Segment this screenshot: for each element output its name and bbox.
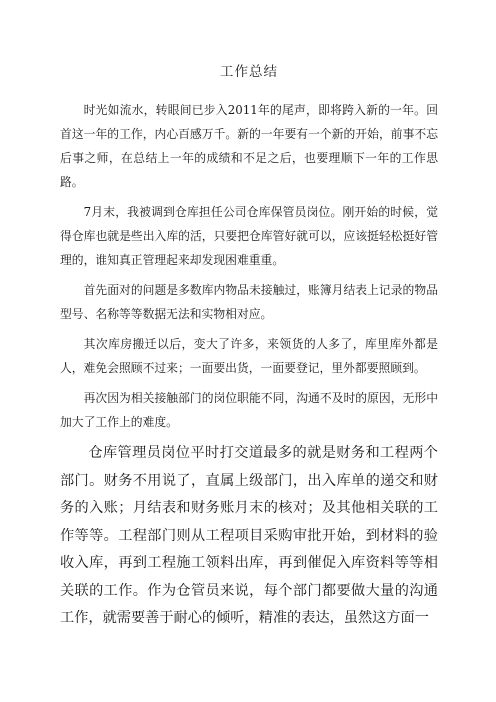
- paragraph-4: 其次库房搬迁以后，变大了许多，来领货的人多了，库里库外都是人，难免会照顾不过来；一面要出货，一面要登记，里外都要照顾到。: [60, 337, 438, 375]
- paragraph-6: 仓库管理员岗位平时打交道最多的就是财务和工程两个部门。财务不用说了，直属上级部门，出入库单的递交和财务的入账；月结表和财务账月末的核对；及其他相关联的工作等等。工程部门则从工程项目采购审批开始，到材料的验收入库，再到工程施工领料出库，再到催促入库资料等等相关联的工作。作为仓管员来说，每个部门都要做大量的沟通工作，就需要善于耐心的倾听，精准的表达，虽然这方面一: [60, 445, 438, 626]
- paragraph-1: 时光如流水，转眼间已步入2011年的尾声，即将跨入新的一年。回首这一年的工作，内心百感万千。新的一年要有一个新的开始，前事不忘后事之师，在总结上一年的成绩和不足之后，也要理顺下一年的工作思路。: [60, 103, 438, 189]
- paragraph-2: 7月末，我被调到仓库担任公司仓库保管员岗位。刚开始的时候，觉得仓库也就是些出入库的活，只要把仓库管好就可以，应该挺轻松挺好管理的，谁知真正管理起来却发现困难重重。: [60, 205, 438, 267]
- document-title: 工作总结: [220, 64, 278, 80]
- paragraph-5: 再次因为相关接触部门的岗位职能不同，沟通不及时的原因，无形中加大了工作上的难度。: [60, 391, 438, 429]
- paragraph-3: 首先面对的问题是多数库内物品未接触过，账簿月结表上记录的物品型号、名称等等数据无法和实物相对应。: [60, 283, 438, 321]
